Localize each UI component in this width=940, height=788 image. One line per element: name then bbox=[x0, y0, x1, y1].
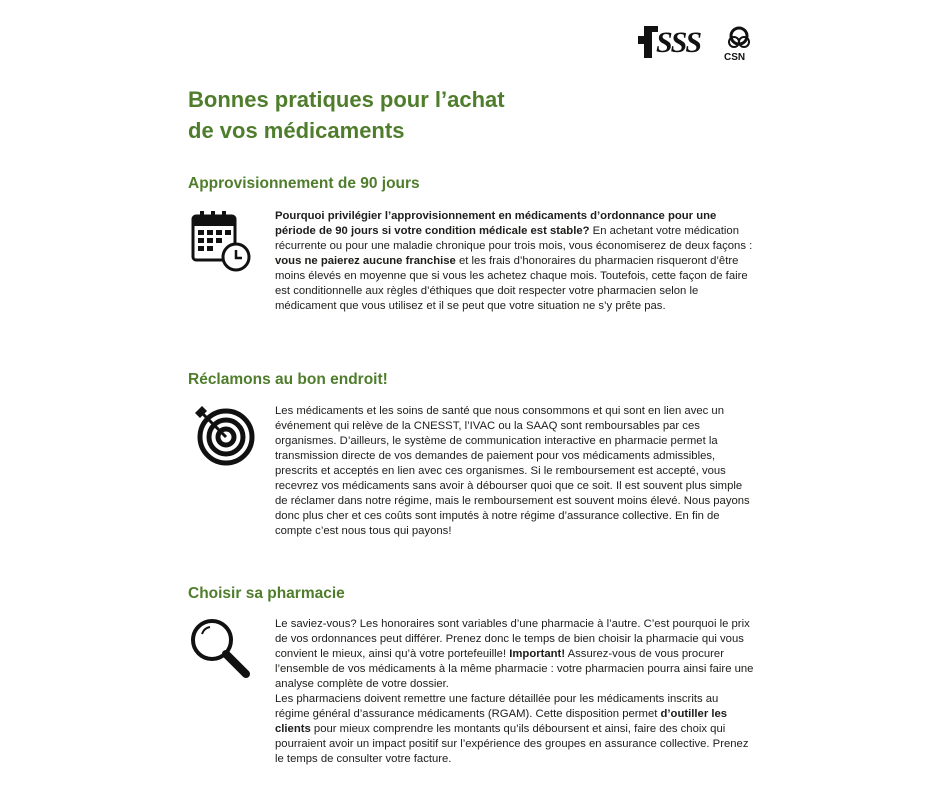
fsss-csn-logo bbox=[636, 22, 754, 62]
target-icon bbox=[193, 404, 255, 466]
calendar-clock-icon bbox=[190, 210, 254, 274]
svg-text:CSN: CSN bbox=[724, 52, 746, 62]
svg-text:SSS: SSS bbox=[656, 26, 701, 59]
section-text-approvisionnement: Pourquoi privilégier l’approvisionnement en médicaments d’ordonnance pour une période de 90 jours si votre condition médicale est stable? En achetant votre médication récurrente ou pour une maladie chronique pour trois mois, vous économiserez de deux façons : vous ne paierez aucune franchise et les frais d’honoraires du pharmacien risqueront d’être moins élevés en moyenne que si vous les achetez chaque mois. Toutefois, cette façon de faire est conditionnelle aux règles d’éthiques que doit respecter votre pharmacien selon le médicament que vous utilisez et il se peut que votre situation ne s’y prête pas. bbox=[275, 210, 753, 312]
magnifier-icon bbox=[188, 616, 252, 680]
page-title: Bonnes pratiques pour l’achat de vos médicaments bbox=[188, 87, 505, 143]
section-heading-pharmacie: Choisir sa pharmacie bbox=[188, 585, 345, 602]
section-heading-approvisionnement: Approvisionnement de 90 jours bbox=[188, 175, 420, 192]
section-text-reclamons: Les médicaments et les soins de santé que nous consommons et qui sont en lien avec un événement qui relève de la CNESST, l’IVAC ou la SAAQ sont remboursables par ces organismes. D’ailleurs, le système de communication interactive en pharmacie permet la transmission directe de vos demandes de paiement pour vos médicaments admissibles, prescrits et acceptés en lien avec ces organismes. Si le remboursement est accepté, vous recevrez vos médicaments sans avoir à débourser quoi que ce soit. Il est souvent plus simple de réclamer dans notre régime, mais le remboursement est souvent moins élevé. Nous payons donc plus cher et ces coûts sont imputés à notre régime d’assurance collective. En fin de compte c’est nous tous qui payons! bbox=[275, 405, 750, 537]
section-text-pharmacie: Le saviez-vous? Les honoraires sont variables d’une pharmacie à l’autre. C’est pourquoi le prix de vos ordonnances peut différer. Prenez donc le temps de bien choisir la pharmacie qui vous convient le mieux, ainsi qu’à votre portefeuille! Important! Assurez-vous de vous procurer l’ensemble de vos médicaments à la même pharmacie : votre pharmacien pourra ainsi faire une analyse complète de votre dossier. Les pharmaciens doivent remettre une facture détaillée pour les médicaments inscrits au régime général d’assurance médicaments (RGAM). Cette disposition permet d’outiller les clients pour mieux comprendre les montants qu’ils déboursent et ainsi, faire des choix qui pourraient avoir un impact positif sur l’expérience des groupes en assurance collective. Prenez le temps de consulter votre facture. bbox=[275, 618, 754, 765]
section-heading-reclamons: Réclamons au bon endroit! bbox=[188, 371, 388, 388]
